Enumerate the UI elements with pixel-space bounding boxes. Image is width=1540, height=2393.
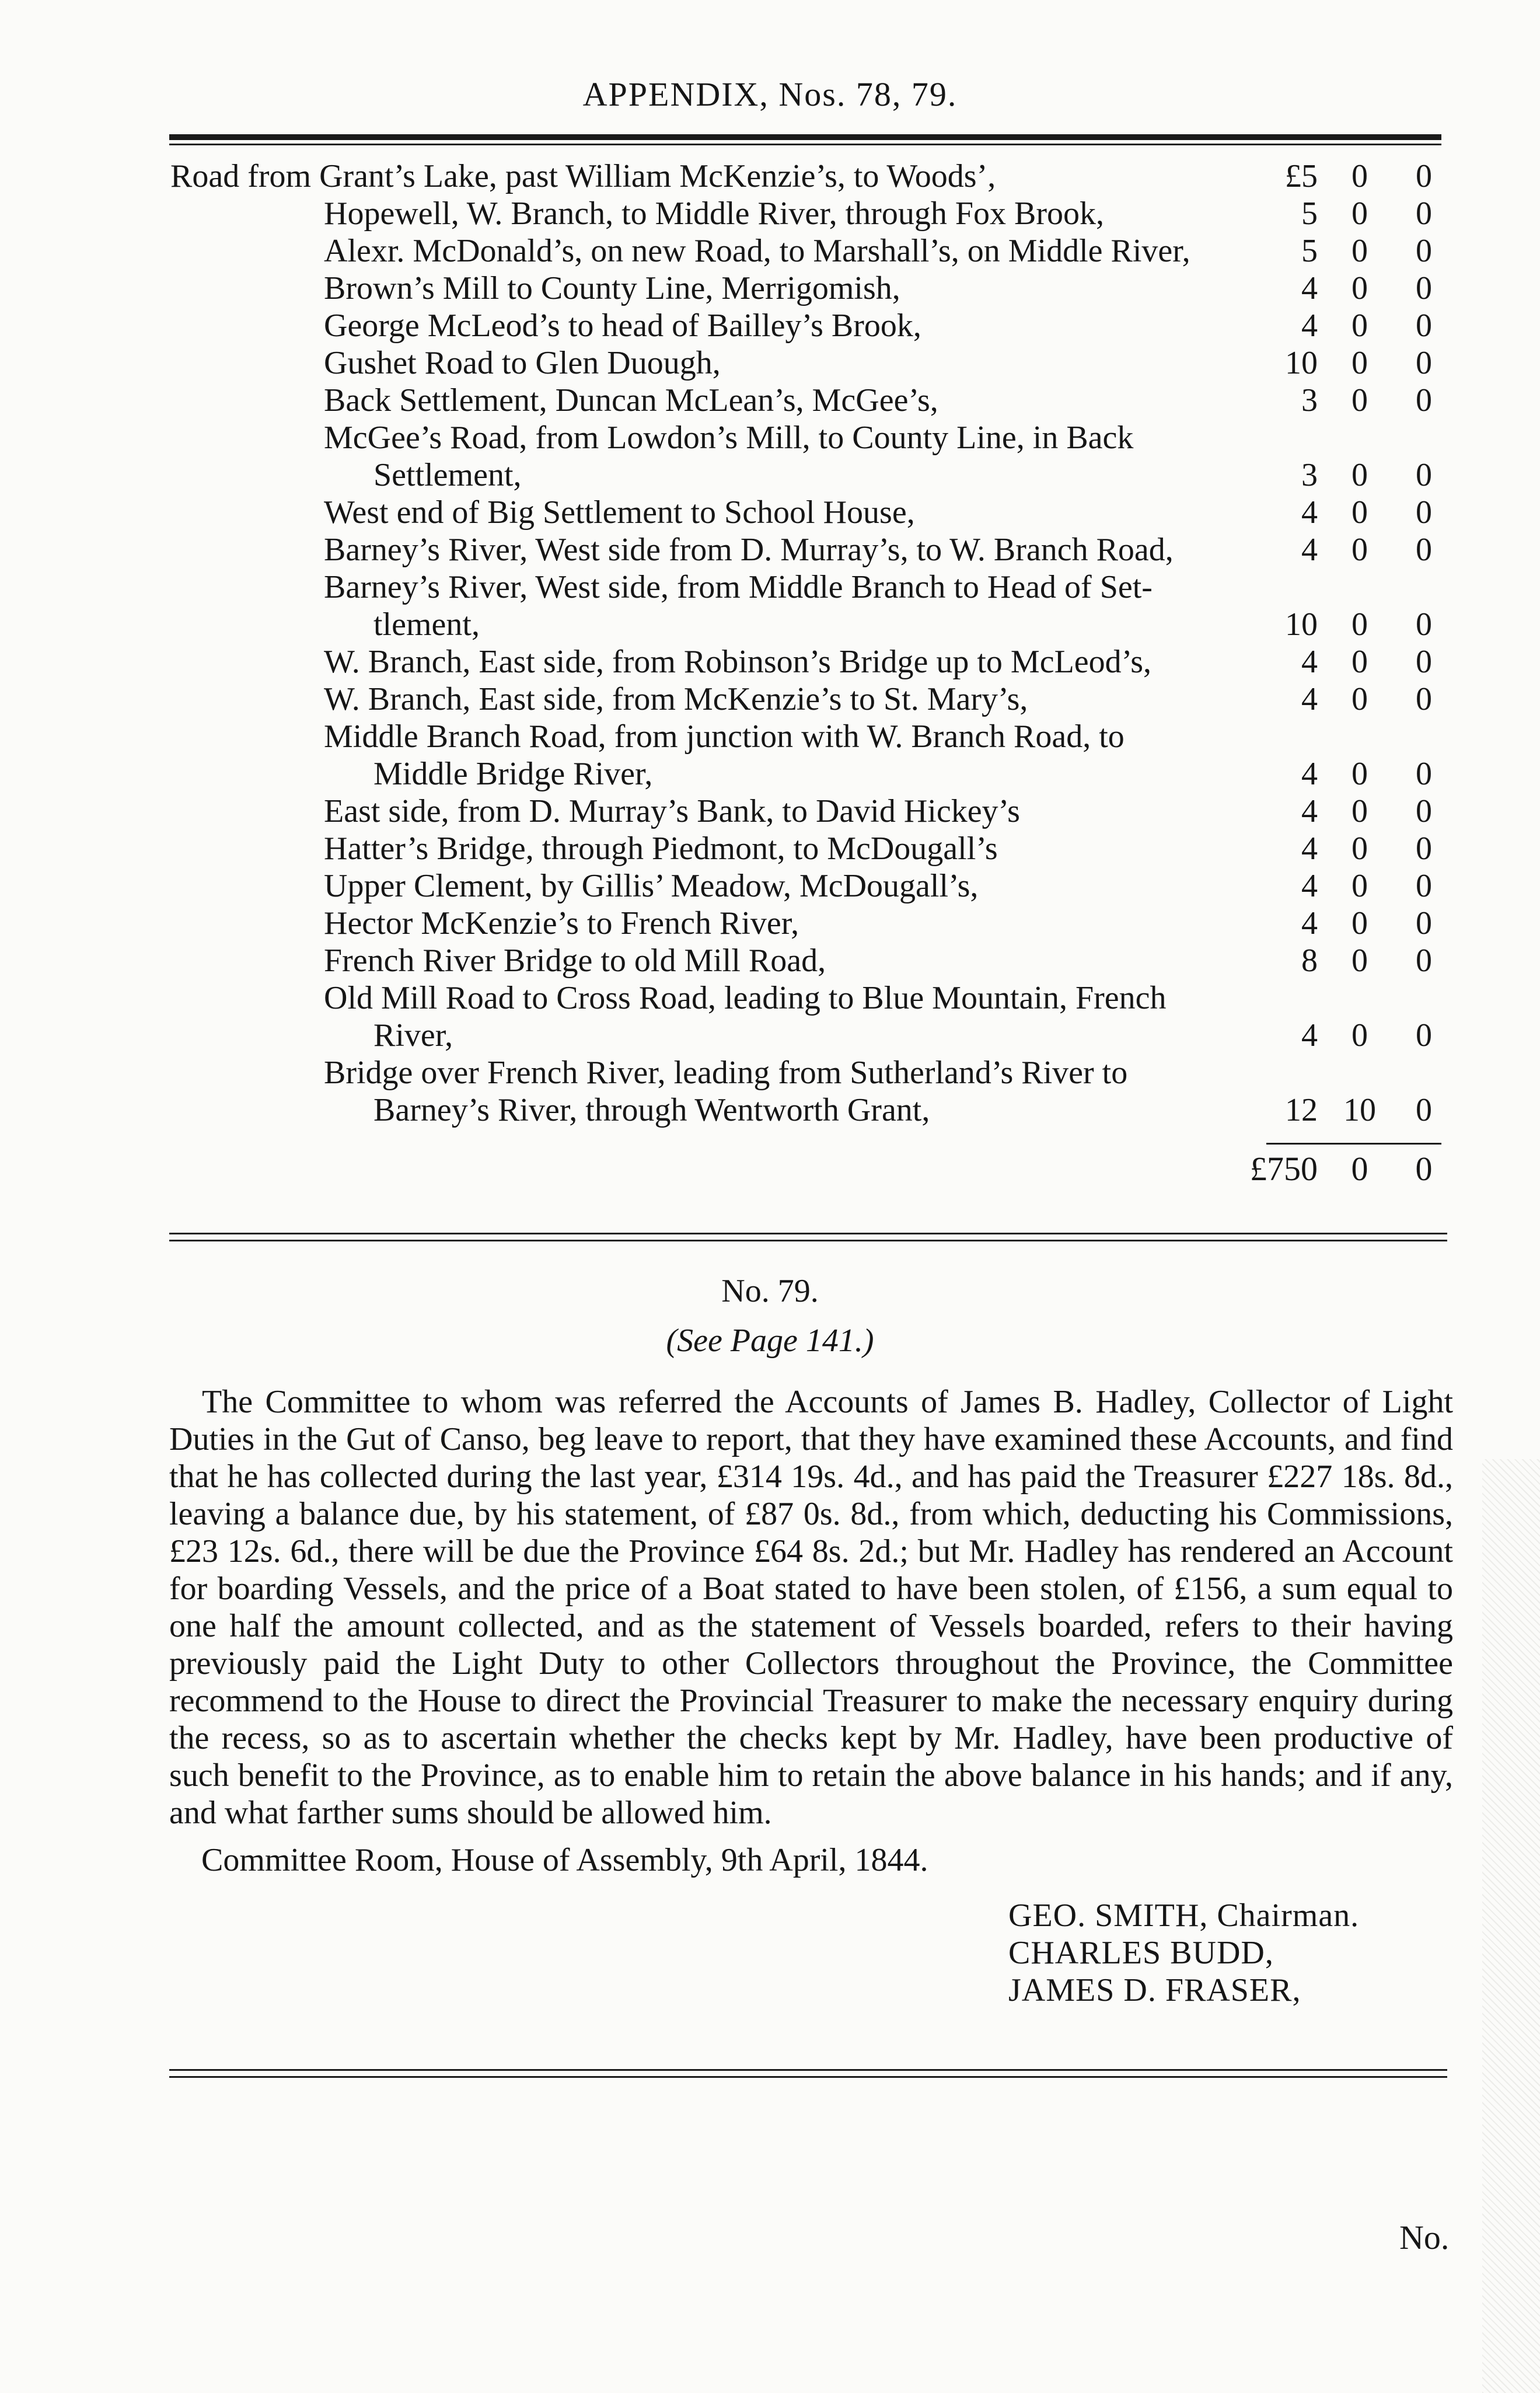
committee-report: The Committee to whom was referred the Accounts of James B. Hadley, Collector of Light Duties in the Gut of Canso, beg leave to report, that they have examined these Accounts, and find that he has collected during the last year, £314 19s. 4d., and has paid the Treasurer £227 18s. 8d., leaving a balance due, by his statement, of £87 0s. 8d., from which, deducting his Commissions, £23 12s. 6d., there will be due the Province £64 8s. 2d.; but Mr. Hadley has rendered an Account for boarding Vessels, and the price of a Boat stated to have been stolen, of £156, a sum equal to one half the amount collected, and as the statement of Vessels boarded, refers to their having previously paid the Light Duty to other Collectors throughout the Province, the Committee recommend to the House to direct the Provincial Treasurer to make the necessary enquiry during the recess, so as to ascertain whether the checks kept by Mr. Hadley, have been productive of such benefit to the Province, as to enable him to retain the above balance in his hands; and if any, and what farther sums should be allowed him.: [169, 1384, 1453, 1831]
grant-pounds: 4: [1301, 1017, 1318, 1054]
grant-description: River,: [373, 1017, 453, 1054]
page-header: APPENDIX, Nos. 78, 79.: [582, 75, 958, 113]
grant-shillings: 0: [1352, 457, 1368, 493]
grant-description: W. Branch, East side, from Robinson’s Bridge up to McLeod’s,: [324, 644, 1151, 680]
total-pounds: £750: [1250, 1150, 1318, 1188]
grant-row: [0, 830, 1540, 867]
grant-pence: 0: [1416, 158, 1432, 194]
dateline: Committee Room, House of Assembly, 9th April, 1844.: [201, 1842, 928, 1878]
grant-pence: 0: [1416, 382, 1432, 418]
grant-row: [0, 681, 1540, 718]
grant-shillings: 0: [1352, 644, 1368, 680]
grant-row: [0, 270, 1540, 307]
signature-chairman: GEO. SMITH, Chairman.: [1008, 1897, 1360, 1934]
grant-pounds: 4: [1301, 793, 1318, 829]
section-rule-2: [169, 1240, 1447, 1241]
grant-pounds: 4: [1301, 308, 1318, 344]
grant-pence: 0: [1416, 457, 1432, 493]
grant-description: Back Settlement, Duncan McLean’s, McGee’s,: [324, 382, 938, 418]
grant-pounds: 4: [1301, 868, 1318, 904]
grant-row: [0, 755, 1540, 793]
grant-description: Middle Branch Road, from junction with W. Branch Road, to: [324, 718, 1125, 755]
grant-description: George McLeod’s to head of Bailley’s Brook,: [324, 308, 921, 344]
grant-pence: 0: [1416, 1092, 1432, 1128]
grant-row: [0, 568, 1540, 606]
grant-pence: 0: [1416, 793, 1432, 829]
grant-pounds: 10: [1285, 345, 1318, 381]
grant-description: W. Branch, East side, from McKenzie’s to St. Mary’s,: [324, 681, 1028, 717]
grant-pounds: £5: [1285, 158, 1318, 194]
grant-row: [0, 382, 1540, 419]
catchword: No.: [1399, 2218, 1450, 2256]
grant-pence: 0: [1416, 756, 1432, 792]
grant-shillings: 0: [1352, 1017, 1368, 1054]
grant-description: Gushet Road to Glen Duough,: [324, 345, 721, 381]
grant-row: [0, 232, 1540, 270]
grant-description: tlement,: [373, 606, 480, 643]
header-rule: [169, 134, 1441, 140]
grant-pence: 0: [1416, 345, 1432, 381]
grant-pence: 0: [1416, 196, 1432, 232]
grant-description: Hatter’s Bridge, through Piedmont, to McDougall’s: [324, 831, 998, 867]
grant-shillings: 0: [1352, 308, 1368, 344]
grant-description: Bridge over French River, leading from Sutherland’s River to: [324, 1055, 1128, 1091]
signature-member: JAMES D. FRASER,: [1008, 1972, 1301, 2008]
grant-pounds: 4: [1301, 831, 1318, 867]
grant-description: Barney’s River, through Wentworth Grant,: [373, 1092, 930, 1128]
footer-rule-2: [169, 2076, 1447, 2078]
grant-pounds: 4: [1301, 681, 1318, 717]
grant-shillings: 0: [1352, 270, 1368, 306]
grant-pence: 0: [1416, 270, 1432, 306]
grant-pence: 0: [1416, 905, 1432, 941]
grant-description: West end of Big Settlement to School House,: [324, 494, 915, 531]
grant-pence: 0: [1416, 532, 1432, 568]
grant-shillings: 0: [1352, 345, 1368, 381]
section-number: No. 79.: [721, 1273, 819, 1309]
grant-pounds: 4: [1301, 756, 1318, 792]
grant-row: [0, 1054, 1540, 1091]
grant-row: [0, 307, 1540, 344]
grant-pounds: 5: [1301, 196, 1318, 232]
grant-row: [0, 419, 1540, 456]
grant-row: [0, 942, 1540, 979]
grant-description: Road from Grant’s Lake, past William McKenzie’s, to Woods’,: [170, 158, 996, 194]
grant-row: [0, 905, 1540, 942]
grant-row: [0, 979, 1540, 1017]
grant-description: McGee’s Road, from Lowdon’s Mill, to County Line, in Back: [324, 420, 1134, 456]
grant-pence: 0: [1416, 868, 1432, 904]
grant-description: Brown’s Mill to County Line, Merrigomish,: [324, 270, 900, 306]
grant-pence: 0: [1416, 681, 1432, 717]
grant-pounds: 4: [1301, 270, 1318, 306]
grant-shillings: 0: [1352, 905, 1368, 941]
grant-row: [0, 718, 1540, 755]
grant-shillings: 0: [1352, 681, 1368, 717]
grant-description: Old Mill Road to Cross Road, leading to Blue Mountain, French: [324, 980, 1167, 1016]
grant-pence: 0: [1416, 494, 1432, 531]
grant-shillings: 0: [1352, 158, 1368, 194]
grant-shillings: 0: [1352, 943, 1368, 979]
grant-row: [0, 195, 1540, 232]
grant-shillings: 0: [1352, 196, 1368, 232]
header-rule-thin: [169, 144, 1441, 145]
grant-row: [0, 1017, 1540, 1054]
grant-shillings: 0: [1352, 382, 1368, 418]
grant-description: Middle Bridge River,: [373, 756, 653, 792]
grant-pounds: 4: [1301, 905, 1318, 941]
grant-pounds: 8: [1301, 943, 1318, 979]
footer-rule: [169, 2069, 1447, 2071]
grant-shillings: 0: [1352, 868, 1368, 904]
grant-row: [0, 1091, 1540, 1129]
grant-description: East side, from D. Murray’s Bank, to David Hickey’s: [324, 793, 1020, 829]
grant-shillings: 0: [1352, 831, 1368, 867]
total-rule: [1266, 1143, 1441, 1145]
grant-description: Hopewell, W. Branch, to Middle River, through Fox Brook,: [324, 196, 1104, 232]
grant-shillings: 10: [1343, 1092, 1376, 1128]
signature-member: CHARLES BUDD,: [1008, 1935, 1274, 1971]
total-shillings: 0: [1351, 1150, 1368, 1188]
section-rule: [169, 1233, 1447, 1234]
page-edge-stain: [1482, 1459, 1540, 2393]
grant-row: [0, 158, 1540, 195]
grant-pence: 0: [1416, 606, 1432, 643]
grant-description: Hector McKenzie’s to French River,: [324, 905, 799, 941]
grant-row: [0, 867, 1540, 905]
grant-description: Barney’s River, West side, from Middle Branch to Head of Set-: [324, 569, 1153, 605]
grant-row: [0, 456, 1540, 494]
grant-pounds: 3: [1301, 382, 1318, 418]
grant-description: Alexr. McDonald’s, on new Road, to Marshall’s, on Middle River,: [324, 233, 1190, 269]
grant-pounds: 10: [1285, 606, 1318, 643]
grant-pence: 0: [1416, 1017, 1432, 1054]
grant-row: [0, 793, 1540, 830]
grant-pounds: 4: [1301, 644, 1318, 680]
grant-pence: 0: [1416, 943, 1432, 979]
grant-pence: 0: [1416, 308, 1432, 344]
grant-row: [0, 531, 1540, 568]
grant-pounds: 4: [1301, 532, 1318, 568]
grant-row: [0, 494, 1540, 531]
grant-shillings: 0: [1352, 756, 1368, 792]
grant-row: [0, 606, 1540, 643]
grant-pence: 0: [1416, 644, 1432, 680]
grant-row: [0, 344, 1540, 382]
total-pence: 0: [1415, 1150, 1433, 1188]
grant-description: Barney’s River, West side from D. Murray’s, to W. Branch Road,: [324, 532, 1174, 568]
grant-description: Settlement,: [373, 457, 522, 493]
grant-description: Upper Clement, by Gillis’ Meadow, McDougall’s,: [324, 868, 979, 904]
grant-shillings: 0: [1352, 793, 1368, 829]
grant-shillings: 0: [1352, 494, 1368, 531]
grant-shillings: 0: [1352, 532, 1368, 568]
see-page-note: (See Page 141.): [666, 1323, 874, 1359]
grant-pence: 0: [1416, 831, 1432, 867]
grant-pounds: 3: [1301, 457, 1318, 493]
grant-row: [0, 643, 1540, 681]
grant-pounds: 12: [1285, 1092, 1318, 1128]
grant-shillings: 0: [1352, 233, 1368, 269]
grant-description: French River Bridge to old Mill Road,: [324, 943, 826, 979]
road-grants-list: [0, 158, 1540, 1129]
grant-pence: 0: [1416, 233, 1432, 269]
grant-pounds: 4: [1301, 494, 1318, 531]
grant-shillings: 0: [1352, 606, 1368, 643]
grant-pounds: 5: [1301, 233, 1318, 269]
